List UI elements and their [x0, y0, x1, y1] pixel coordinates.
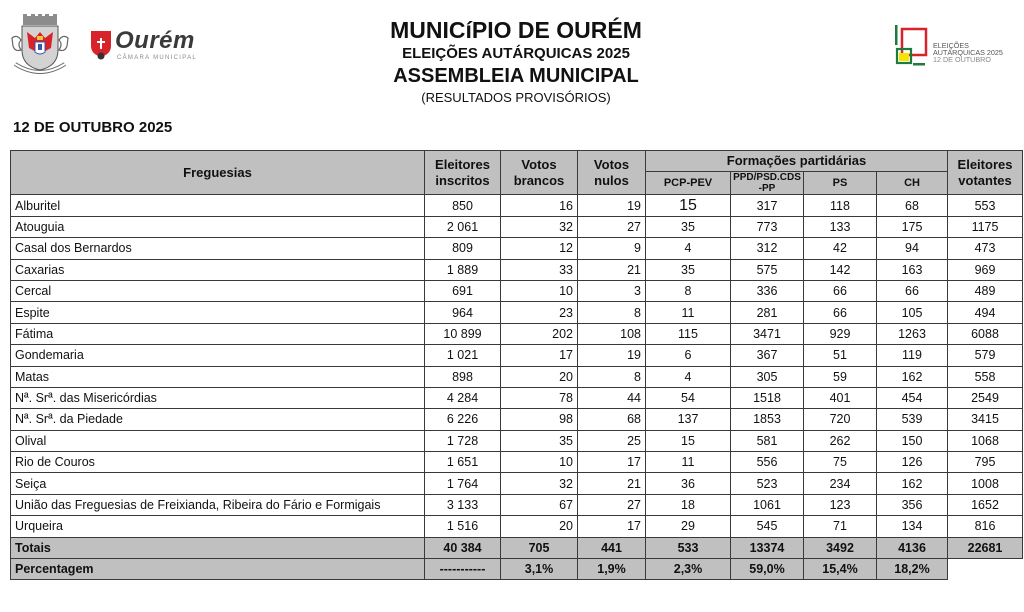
cell-eleitores-votantes: 3415	[948, 409, 1023, 430]
cell-ch: 150	[877, 430, 948, 451]
cell-ch: 175	[877, 216, 948, 237]
percentage-row	[11, 559, 1023, 580]
cell-votos-nulos: 21	[578, 473, 646, 494]
election-date: 12 DE OUTUBRO 2025	[13, 119, 173, 136]
percentage-ch: 18,2%	[877, 559, 948, 580]
cell-votos-brancos: 16	[501, 195, 578, 216]
cell-pcp-pev: 15	[646, 195, 731, 216]
cell-freguesia: Atouguia	[11, 216, 425, 237]
cell-ps: 42	[804, 238, 877, 259]
cell-votos-nulos: 44	[578, 387, 646, 408]
cell-pcp-pev: 35	[646, 259, 731, 280]
cell-eleitores-inscritos: 1 651	[425, 452, 501, 473]
cell-pcp-pev: 4	[646, 366, 731, 387]
cell-eleitores-votantes: 494	[948, 302, 1023, 323]
cell-ps: 401	[804, 387, 877, 408]
percentage-empty-cell	[948, 559, 1023, 580]
cell-eleitores-inscritos: 1 728	[425, 430, 501, 451]
cell-ps: 123	[804, 494, 877, 515]
cell-ch: 162	[877, 366, 948, 387]
cell-ps: 71	[804, 516, 877, 537]
header-party-ch: CH	[877, 172, 948, 195]
cell-eleitores-inscritos: 1 764	[425, 473, 501, 494]
percentage-eleitores-inscritos: -----------	[425, 559, 501, 580]
cell-eleitores-votantes: 558	[948, 366, 1023, 387]
cell-eleitores-inscritos: 1 889	[425, 259, 501, 280]
cell-pcp-pev: 8	[646, 280, 731, 301]
cell-eleitores-votantes: 579	[948, 345, 1023, 366]
page-title: MUNICíPIO DE OURÉM	[390, 17, 642, 43]
cell-freguesia: Alburitel	[11, 195, 425, 216]
cell-votos-brancos: 12	[501, 238, 578, 259]
cell-ppd-psd-cds-pp: 312	[731, 238, 804, 259]
cell-votos-nulos: 27	[578, 216, 646, 237]
cell-freguesia: Olival	[11, 430, 425, 451]
cell-votos-nulos: 108	[578, 323, 646, 344]
cell-ch: 454	[877, 387, 948, 408]
header-party-pcp-pev: PCP-PEV	[646, 172, 731, 195]
cell-votos-brancos: 98	[501, 409, 578, 430]
table-row	[11, 216, 1023, 237]
percentage-votos-brancos: 3,1%	[501, 559, 578, 580]
cell-votos-nulos: 9	[578, 238, 646, 259]
table-row	[11, 409, 1023, 430]
coat-of-arms-logo	[9, 14, 71, 80]
cell-ppd-psd-cds-pp: 336	[731, 280, 804, 301]
cell-ch: 356	[877, 494, 948, 515]
cell-eleitores-votantes: 1008	[948, 473, 1023, 494]
table-row	[11, 323, 1023, 344]
cell-eleitores-votantes: 1175	[948, 216, 1023, 237]
table-row	[11, 366, 1023, 387]
cell-votos-brancos: 23	[501, 302, 578, 323]
cell-votos-brancos: 35	[501, 430, 578, 451]
cell-ppd-psd-cds-pp: 773	[731, 216, 804, 237]
cell-ppd-psd-cds-pp: 1061	[731, 494, 804, 515]
totals-votos-brancos: 705	[501, 537, 578, 558]
cell-ppd-psd-cds-pp: 317	[731, 195, 804, 216]
totals-pcp-pev: 533	[646, 537, 731, 558]
table-row	[11, 238, 1023, 259]
cell-ch: 1263	[877, 323, 948, 344]
election-logo	[893, 25, 1018, 70]
cell-ch: 163	[877, 259, 948, 280]
cell-freguesia: Matas	[11, 366, 425, 387]
cell-eleitores-inscritos: 964	[425, 302, 501, 323]
cell-ch: 539	[877, 409, 948, 430]
cell-ps: 75	[804, 452, 877, 473]
cell-pcp-pev: 54	[646, 387, 731, 408]
cell-ps: 262	[804, 430, 877, 451]
cell-eleitores-inscritos: 850	[425, 195, 501, 216]
table-row	[11, 516, 1023, 537]
cell-votos-brancos: 10	[501, 452, 578, 473]
cell-votos-brancos: 17	[501, 345, 578, 366]
cell-votos-brancos: 32	[501, 216, 578, 237]
cell-ps: 142	[804, 259, 877, 280]
table-row	[11, 259, 1023, 280]
cell-ps: 720	[804, 409, 877, 430]
cell-freguesia: Fátima	[11, 323, 425, 344]
results-table	[10, 150, 1023, 580]
cell-ps: 66	[804, 280, 877, 301]
cell-eleitores-votantes: 553	[948, 195, 1023, 216]
cell-ps: 59	[804, 366, 877, 387]
cell-votos-nulos: 8	[578, 366, 646, 387]
cell-freguesia: Casal dos Bernardos	[11, 238, 425, 259]
cell-ppd-psd-cds-pp: 545	[731, 516, 804, 537]
cell-votos-nulos: 3	[578, 280, 646, 301]
cell-eleitores-inscritos: 3 133	[425, 494, 501, 515]
cell-votos-brancos: 202	[501, 323, 578, 344]
cell-ch: 105	[877, 302, 948, 323]
cell-eleitores-votantes: 6088	[948, 323, 1023, 344]
cell-freguesia: Cercal	[11, 280, 425, 301]
cell-eleitores-votantes: 2549	[948, 387, 1023, 408]
cell-pcp-pev: 137	[646, 409, 731, 430]
table-row	[11, 430, 1023, 451]
cell-votos-nulos: 27	[578, 494, 646, 515]
cell-eleitores-votantes: 489	[948, 280, 1023, 301]
header-votos-brancos: Votos brancos	[501, 151, 578, 195]
cell-pcp-pev: 35	[646, 216, 731, 237]
election-subtitle: ELEIÇÕES AUTÁRQUICAS 2025	[402, 45, 630, 62]
cell-ppd-psd-cds-pp: 523	[731, 473, 804, 494]
cell-eleitores-votantes: 1068	[948, 430, 1023, 451]
totals-ps: 3492	[804, 537, 877, 558]
table-row	[11, 494, 1023, 515]
cell-ps: 133	[804, 216, 877, 237]
cell-freguesia: Caxarias	[11, 259, 425, 280]
election-logo-text: ELEIÇÕES AUTÁRQUICAS 2025 12 DE OUTUBRO	[933, 41, 1003, 64]
header-party-ppd-psd-cds-pp: PPD/PSD.CDS-PP	[731, 172, 804, 195]
cell-votos-nulos: 8	[578, 302, 646, 323]
percentage-ps: 15,4%	[804, 559, 877, 580]
cell-ppd-psd-cds-pp: 305	[731, 366, 804, 387]
cell-ppd-psd-cds-pp: 1518	[731, 387, 804, 408]
cell-pcp-pev: 11	[646, 452, 731, 473]
cell-pcp-pev: 6	[646, 345, 731, 366]
cell-ppd-psd-cds-pp: 581	[731, 430, 804, 451]
header-freguesias: Freguesias	[11, 151, 425, 195]
cell-ppd-psd-cds-pp: 281	[731, 302, 804, 323]
provisional-note: (RESULTADOS PROVISÓRIOS)	[421, 90, 611, 105]
election-mark-icon	[893, 25, 929, 69]
cell-pcp-pev: 15	[646, 430, 731, 451]
cell-freguesia: Rio de Couros	[11, 452, 425, 473]
cell-votos-nulos: 25	[578, 430, 646, 451]
cell-freguesia: Seiça	[11, 473, 425, 494]
section-title: ASSEMBLEIA MUNICIPAL	[393, 65, 639, 87]
cell-votos-brancos: 10	[501, 280, 578, 301]
cell-ch: 66	[877, 280, 948, 301]
cell-votos-nulos: 17	[578, 452, 646, 473]
cell-eleitores-inscritos: 1 021	[425, 345, 501, 366]
cell-votos-brancos: 20	[501, 366, 578, 387]
document-title-block	[300, 16, 732, 107]
cell-eleitores-inscritos: 898	[425, 366, 501, 387]
totals-votos-nulos: 441	[578, 537, 646, 558]
cell-eleitores-inscritos: 2 061	[425, 216, 501, 237]
cell-ch: 162	[877, 473, 948, 494]
totals-ch: 4136	[877, 537, 948, 558]
cell-pcp-pev: 115	[646, 323, 731, 344]
cell-ch: 94	[877, 238, 948, 259]
cell-eleitores-votantes: 795	[948, 452, 1023, 473]
cell-eleitores-inscritos: 1 516	[425, 516, 501, 537]
cell-eleitores-votantes: 816	[948, 516, 1023, 537]
cell-freguesia: Espite	[11, 302, 425, 323]
cell-ps: 66	[804, 302, 877, 323]
cell-ppd-psd-cds-pp: 367	[731, 345, 804, 366]
cell-eleitores-inscritos: 6 226	[425, 409, 501, 430]
totals-eleitores-inscritos: 40 384	[425, 537, 501, 558]
cell-ch: 134	[877, 516, 948, 537]
cell-freguesia: Gondemaria	[11, 345, 425, 366]
cell-votos-brancos: 20	[501, 516, 578, 537]
cell-eleitores-inscritos: 10 899	[425, 323, 501, 344]
cell-votos-nulos: 19	[578, 195, 646, 216]
cell-pcp-pev: 4	[646, 238, 731, 259]
cell-pcp-pev: 36	[646, 473, 731, 494]
totals-row	[11, 537, 1023, 558]
brand-subtitle: CÂMARA MUNICIPAL	[117, 55, 198, 61]
cell-eleitores-inscritos: 4 284	[425, 387, 501, 408]
cell-ch: 126	[877, 452, 948, 473]
cell-votos-nulos: 19	[578, 345, 646, 366]
cell-pcp-pev: 18	[646, 494, 731, 515]
cell-ps: 51	[804, 345, 877, 366]
cell-ppd-psd-cds-pp: 1853	[731, 409, 804, 430]
cell-freguesia: Nª. Srª. da Piedade	[11, 409, 425, 430]
cell-eleitores-inscritos: 691	[425, 280, 501, 301]
cell-freguesia: União das Freguesias de Freixianda, Ribeira do Fário e Formigais	[11, 494, 425, 515]
cell-ch: 68	[877, 195, 948, 216]
cell-eleitores-votantes: 1652	[948, 494, 1023, 515]
totals-eleitores-votantes: 22681	[948, 537, 1023, 558]
ourem-brand-logo	[90, 28, 205, 68]
cell-freguesia: Nª. Srª. das Misericórdias	[11, 387, 425, 408]
cell-pcp-pev: 11	[646, 302, 731, 323]
coat-of-arms-icon	[9, 14, 71, 80]
totals-ppd-psd-cds-pp: 13374	[731, 537, 804, 558]
cell-votos-nulos: 68	[578, 409, 646, 430]
percentage-votos-nulos: 1,9%	[578, 559, 646, 580]
table-row	[11, 280, 1023, 301]
table-row	[11, 387, 1023, 408]
cell-ps: 234	[804, 473, 877, 494]
cell-votos-brancos: 78	[501, 387, 578, 408]
cell-votos-nulos: 17	[578, 516, 646, 537]
percentage-pcp-pev: 2,3%	[646, 559, 731, 580]
cell-ps: 118	[804, 195, 877, 216]
brand-name: Ourém	[115, 27, 195, 54]
cell-votos-brancos: 67	[501, 494, 578, 515]
cell-ch: 119	[877, 345, 948, 366]
header-votos-nulos: Votos nulos	[578, 151, 646, 195]
percentage-label: Percentagem	[11, 559, 425, 580]
percentage-ppd-psd-cds-pp: 59,0%	[731, 559, 804, 580]
table-row	[11, 452, 1023, 473]
table-row	[11, 302, 1023, 323]
cell-ps: 929	[804, 323, 877, 344]
totals-label: Totais	[11, 537, 425, 558]
cell-eleitores-inscritos: 809	[425, 238, 501, 259]
header-formacoes-partidarias: Formações partidárias	[646, 151, 948, 172]
cell-votos-brancos: 33	[501, 259, 578, 280]
table-row	[11, 473, 1023, 494]
cell-votos-nulos: 21	[578, 259, 646, 280]
header-party-ps: PS	[804, 172, 877, 195]
header-eleitores-votantes: Eleitores votantes	[948, 151, 1023, 195]
cell-ppd-psd-cds-pp: 3471	[731, 323, 804, 344]
table-row	[11, 195, 1023, 216]
shield-cross-icon	[90, 30, 112, 60]
cell-eleitores-votantes: 969	[948, 259, 1023, 280]
results-table-body	[11, 195, 1023, 580]
cell-pcp-pev: 29	[646, 516, 731, 537]
cell-votos-brancos: 32	[501, 473, 578, 494]
table-row	[11, 345, 1023, 366]
cell-freguesia: Urqueira	[11, 516, 425, 537]
cell-ppd-psd-cds-pp: 575	[731, 259, 804, 280]
cell-eleitores-votantes: 473	[948, 238, 1023, 259]
cell-ppd-psd-cds-pp: 556	[731, 452, 804, 473]
header-eleitores-inscritos: Eleitores inscritos	[425, 151, 501, 195]
